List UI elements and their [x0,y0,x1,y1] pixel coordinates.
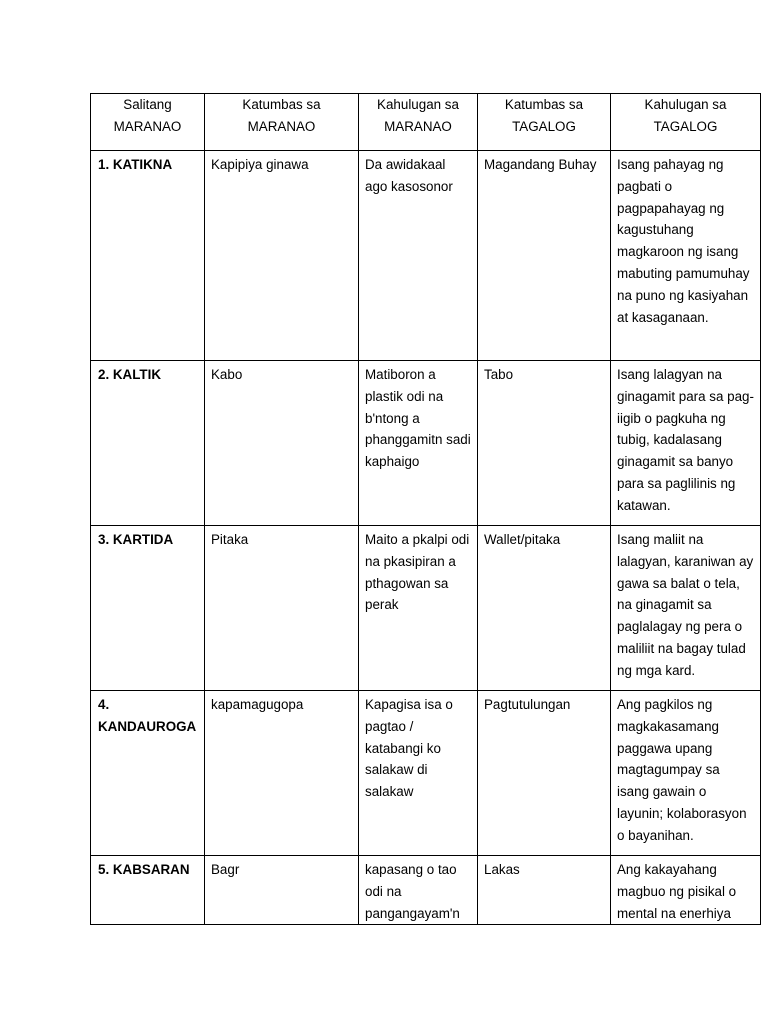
katumbas-maranao-cell: Kabo [205,361,359,526]
kahulugan-tagalog-cell: Isang pahayag ng pagbati o pagpapahayag ng kagustuhang magkaroon ng isang mabuting pamumuhay na puno ng kasiyahan at kasaganaan. [611,151,761,361]
table-row [91,856,761,925]
header-katumbas-tagalog: Katumbas sa TAGALOG [478,94,611,151]
kahulugan-maranao-cell: Da awidakaal ago kasosonor [359,151,478,361]
kahulugan-tagalog-cell: Isang lalagyan na ginagamit para sa pag-iigib o pagkuha ng tubig, kadalasang ginagamit sa banyo para sa paglilinis ng katawan. [611,361,761,526]
header-kahulugan-tagalog: Kahulugan sa TAGALOG [611,94,761,151]
table-row [91,526,761,691]
table-header [91,94,761,151]
kahulugan-tagalog-cell: Isang maliit na lalagyan, karaniwan ay gawa sa balat o tela, na ginagamit sa paglalagay ng pera o maliliit na bagay tulad ng mga kard. [611,526,761,691]
header-salitang-maranao: Salitang MARANAO [91,94,205,151]
vocabulary-table [90,93,761,925]
header-row [91,94,761,151]
kahulugan-tagalog-cell: Ang kakayahang magbuo ng pisikal o mental na enerhiya [611,856,761,925]
table-body [91,151,761,925]
katumbas-tagalog-cell: Wallet/pitaka [478,526,611,691]
header-kahulugan-maranao: Kahulugan sa MARANAO [359,94,478,151]
katumbas-maranao-cell: Bagr [205,856,359,925]
maranao-word: 3. KARTIDA [91,526,205,691]
kahulugan-maranao-cell: Matiboron a plastik odi na b'ntong a phanggamitn sadi kaphaigo [359,361,478,526]
kahulugan-maranao-cell: Kapagisa isa o pagtao / katabangi ko salakaw di salakaw [359,691,478,856]
katumbas-tagalog-cell: Tabo [478,361,611,526]
table-row [91,151,761,361]
table-row [91,361,761,526]
maranao-word: 1. KATIKNA [91,151,205,361]
katumbas-maranao-cell: kapamagugopa [205,691,359,856]
katumbas-tagalog-cell: Magandang Buhay [478,151,611,361]
katumbas-tagalog-cell: Pagtutulungan [478,691,611,856]
maranao-word: 5. KABSARAN [91,856,205,925]
maranao-word: 4. KANDAUROGA [91,691,205,856]
kahulugan-maranao-cell: Maito a pkalpi odi na pkasipiran a pthagowan sa perak [359,526,478,691]
table-row [91,691,761,856]
katumbas-tagalog-cell: Lakas [478,856,611,925]
kahulugan-maranao-cell: kapasang o tao odi na pangangayam'n [359,856,478,925]
katumbas-maranao-cell: Pitaka [205,526,359,691]
kahulugan-tagalog-cell: Ang pagkilos ng magkakasamang paggawa upang magtagumpay sa isang gawain o layunin; kolaborasyon o bayanihan. [611,691,761,856]
maranao-word: 2. KALTIK [91,361,205,526]
katumbas-maranao-cell: Kapipiya ginawa [205,151,359,361]
header-katumbas-maranao: Katumbas sa MARANAO [205,94,359,151]
